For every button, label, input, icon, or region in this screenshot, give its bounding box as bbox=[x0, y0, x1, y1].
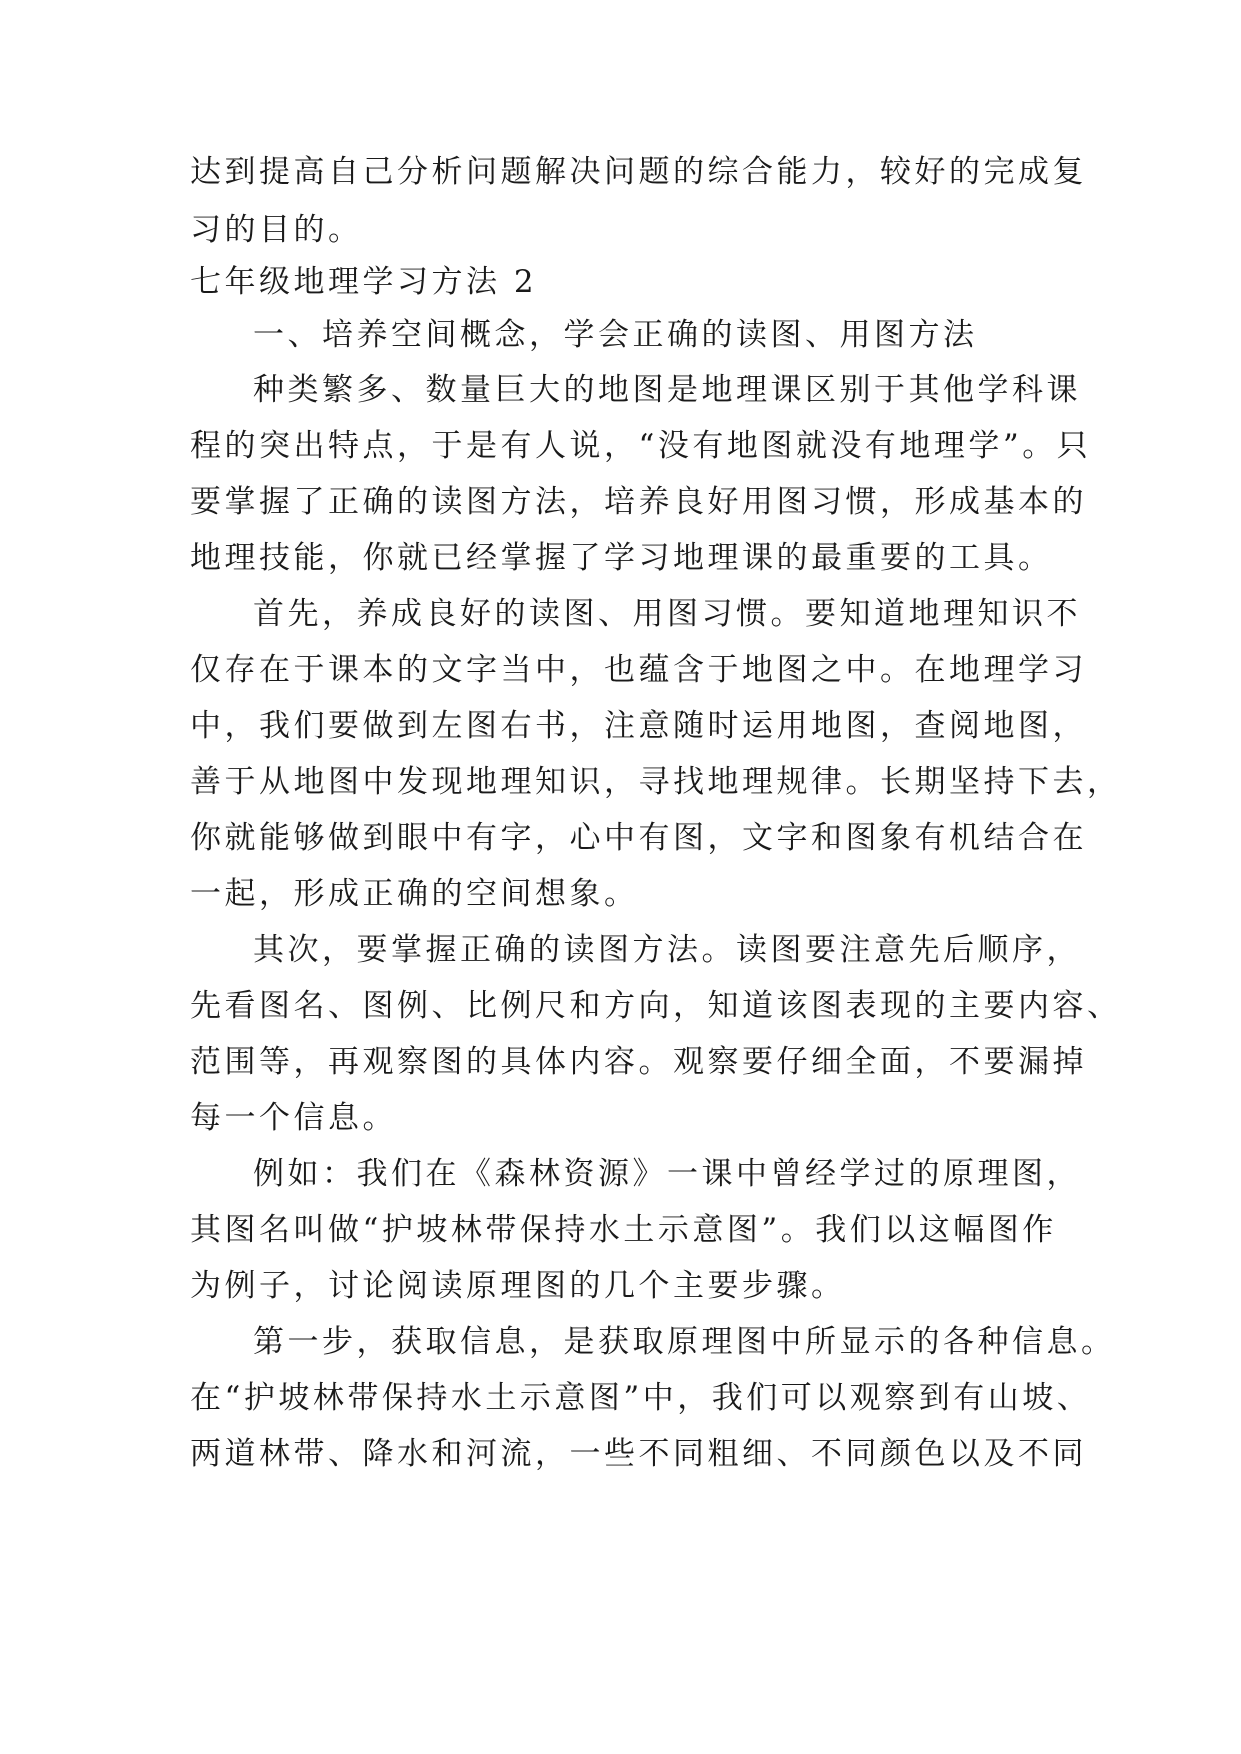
text-line: 要掌握了正确的读图方法，培养良好用图习惯，形成基本的 bbox=[190, 484, 1087, 520]
text-line: 先看图名、图例、比例尺和方向，知道该图表现的主要内容、 bbox=[190, 988, 1122, 1024]
text-line: 两道林带、降水和河流，一些不同粗细、不同颜色以及不同 bbox=[190, 1436, 1087, 1472]
text-line: 种类繁多、数量巨大的地图是地理课区别于其他学科课 bbox=[253, 372, 1081, 408]
section-heading: 七年级地理学习方法 2 bbox=[190, 264, 538, 300]
text-line: 一起，形成正确的空间想象。 bbox=[190, 876, 639, 912]
text-line: 仅存在于课本的文字当中，也蕴含于地图之中。在地理学习 bbox=[190, 652, 1087, 688]
text-line: 其图名叫做“护坡林带保持水土示意图”。我们以这幅图作 bbox=[190, 1212, 1057, 1248]
text-line: 第一步，获取信息，是获取原理图中所显示的各种信息。 bbox=[253, 1324, 1116, 1360]
text-line: 你就能够做到眼中有字，心中有图，文字和图象有机结合在 bbox=[190, 820, 1087, 856]
text-line: 每一个信息。 bbox=[190, 1100, 397, 1136]
text-line: 地理技能，你就已经掌握了学习地理课的最重要的工具。 bbox=[190, 540, 1053, 576]
text-line: 中，我们要做到左图右书，注意随时运用地图，查阅地图， bbox=[190, 708, 1087, 744]
text-line: 其次，要掌握正确的读图方法。读图要注意先后顺序， bbox=[253, 932, 1081, 968]
text-line: 善于从地图中发现地理知识，寻找地理规律。长期坚持下去， bbox=[190, 764, 1122, 800]
text-line: 程的突出特点，于是有人说，“没有地图就没有地理学”。只 bbox=[190, 428, 1092, 464]
text-line: 达到提高自己分析问题解决问题的综合能力，较好的完成复 bbox=[190, 154, 1087, 190]
text-line: 首先，养成良好的读图、用图习惯。要知道地理知识不 bbox=[253, 596, 1081, 632]
text-line: 在“护坡林带保持水土示意图”中，我们可以观察到有山坡、 bbox=[190, 1380, 1092, 1416]
subheading: 一、培养空间概念，学会正确的读图、用图方法 bbox=[253, 317, 978, 353]
text-line: 例如：我们在《森林资源》一课中曾经学过的原理图， bbox=[253, 1156, 1081, 1192]
text-line: 为例子，讨论阅读原理图的几个主要步骤。 bbox=[190, 1268, 846, 1304]
text-line: 习的目的。 bbox=[190, 212, 363, 248]
text-line: 范围等，再观察图的具体内容。观察要仔细全面，不要漏掉 bbox=[190, 1044, 1087, 1080]
